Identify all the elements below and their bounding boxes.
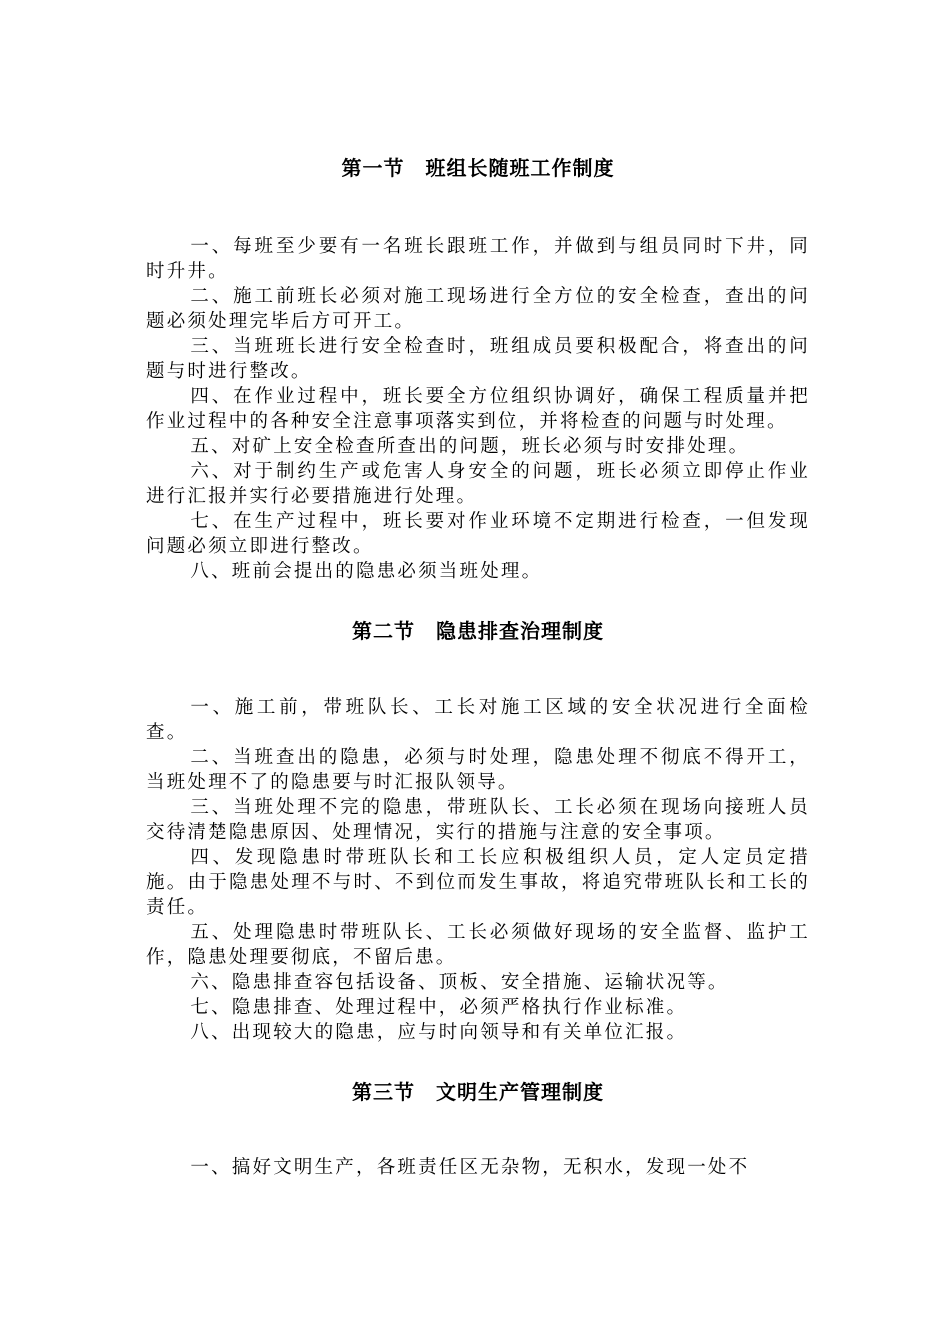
paragraph: 一、施工前，带班队长、工长对施工区域的安全状况进行全面检查。 <box>146 697 810 743</box>
section-title-2: 第二节 隐患排查治理制度 <box>352 619 604 643</box>
paragraph: 五、对矿上安全检查所查出的问题，班长必须与时安排处理。 <box>190 436 750 457</box>
section-body-3 <box>146 1155 810 1180</box>
paragraph: 三、当班处理不完的隐患，带班队长、工长必须在现场向接班人员交待清楚隐患原因、处理情况，实行的措施与注意的安全事项。 <box>146 797 810 843</box>
paragraph: 七、在生产过程中，班长要对作业环境不定期进行检查，一但发现问题必须立即进行整改。 <box>146 511 810 557</box>
paragraph: 二、施工前班长必须对施工现场进行全方位的安全检查，查出的问题必须处理完毕后方可开工。 <box>146 286 810 332</box>
paragraph: 七、隐患排查、处理过程中，必须严格执行作业标准。 <box>190 997 688 1018</box>
section-body-2 <box>146 695 810 1045</box>
paragraph: 六、对于制约生产或危害人身安全的问题，班长必须立即停止作业进行汇报并实行必要措施进行处理。 <box>146 461 810 507</box>
paragraph: 八、班前会提出的隐患必须当班处理。 <box>190 561 543 582</box>
paragraph: 三、当班班长进行安全检查时，班组成员要积极配合，将查出的问题与时进行整改。 <box>146 336 810 382</box>
section-title-1: 第一节 班组长随班工作制度 <box>341 156 615 180</box>
paragraph: 二、当班查出的隐患，必须与时处理，隐患处理不彻底不得开工，当班处理不了的隐患要与时汇报队领导。 <box>146 747 810 793</box>
paragraph: 四、在作业过程中，班长要全方位组织协调好，确保工程质量并把作业过程中的各种安全注意事项落实到位，并将检查的问题与时处理。 <box>146 386 810 432</box>
section-body-1 <box>146 234 810 584</box>
paragraph: 六、隐患排查容包括设备、顶板、安全措施、运输状况等。 <box>190 972 729 993</box>
paragraph: 八、出现较大的隐患，应与时向领导和有关单位汇报。 <box>190 1022 688 1043</box>
paragraph: 四、发现隐患时带班队长和工长应积极组织人员，定人定员定措施。由于隐患处理不与时、不到位而发生事故，将追究带班队长和工长的责任。 <box>146 847 810 918</box>
paragraph: 一、每班至少要有一名班长跟班工作，并做到与组员同时下井，同时升井。 <box>146 236 810 282</box>
paragraph: 五、处理隐患时带班队长、工长必须做好现场的安全监督、监护工作，隐患处理要彻底，不留后患。 <box>146 922 810 968</box>
paragraph: 一、搞好文明生产，各班责任区无杂物，无积水，发现一处不 <box>190 1157 750 1178</box>
section-title-3: 第三节 文明生产管理制度 <box>352 1080 604 1104</box>
